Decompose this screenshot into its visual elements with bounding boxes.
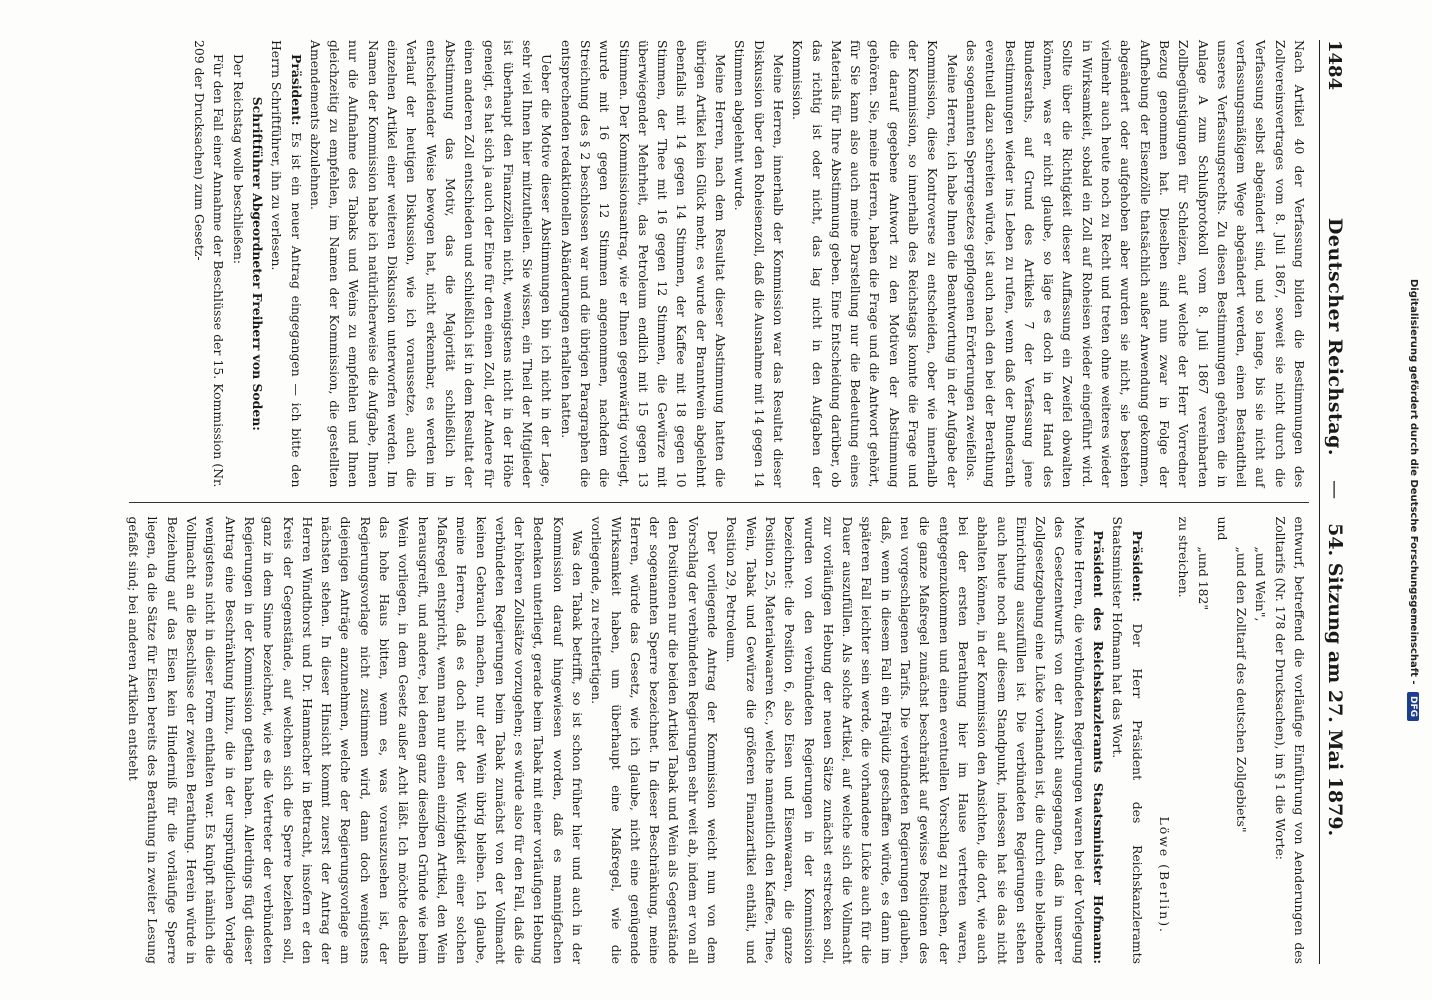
speech-text: Meine Herren, die verbündeten Regierungen waren bei der Vorlegung des Gesetzentwurfs von der Ansicht ausgegangen, daß in unserer Zollgesetzgebung eine Lücke vorhanden ist, die durch eine bleibende Einrichtung auszufüllen ist. Die verbündeten Regierungen stehen auch heute noch auf diesem Standpunkt, indessen hat sie das nicht abhalten können, in der Kommission den Ansichten, die dort, wie auch bei der ersten Berathung hier im Hause vertreten waren, entgegenzukommen und einen eventuellen Vorschlag zu machen, der die ganze Maßregel zunächst beschränkt auf gewisse Positionen des neu vorgeschlagenen Tarifs. Die verbündeten Regierungen glauben, daß, wenn in diesem Fall ein Präjudiz geschaffen würde, es dann im späteren Fall leichter sein werde, die vorhandene Lücke auch für die Dauer auszufüllen. Als solche Artikel, auf welche sich die Vollmacht zur vorläufigen Hebung der neuen Sätze zunächst erstrecken soll, wurden von den verbündeten Regierungen in der Kommission bezeichnet: die Position 6, also Eisen und Eisenwaaren, die ganze Position 25, Materialwaaren &c., welche namentlich den Kaffee, Thee, Wein, Tabak und Gewürze die größeren Finanzartikel enthält, und Position 29, Petroleum. [724, 516, 1087, 964]
credit-line [1407, 279, 1419, 721]
paragraph: Nach Artikel 40 der Verfassung bilden die Bestimmungen des Zollvereinsvertrages vom 8. Juli 1867, soweit sie nicht durch die Verfassung selbst abgeändert sind, und so lange, bis sie nicht auf verfassungsmäßigem Wege abgeändert werden, einen Bestandtheil unseres Verfassungsrechts. Zu diesen Bestimmungen gehören die in Anlage A zum Schlußprotokoll vom 8. Juli 1867 vereinbarten Zollbegünstigungen für Schleizen, auf welche der Herr Vorredner Bezug genommen hat. Dieselben sind nun zwar in Folge der Aufhebung der Eisenzölle thatsächlich außer Anwendung gekommen, abgeändert oder aufgehoben aber wurden sie nicht, sie bestehen vielmehr auch heute noch zu Recht und treten ohne weiteres wieder in Wirksamkeit, sobald ein Zoll auf Roheisen wieder eingeführt wird. Sollte über die Richtigkeit dieser Auffassung ein Zweifel obwalten können, was er nicht glaube, so läge es doch in der Hand des Bundesraths, auf Grund des Artikels 7 der Verfassung jene Bestimmungen wieder ins Leben zu rufen, wenn daß der Bundesrath eventuell dazu schreiten würde, ist auch nach den bei der Berathung des sogenannten Sperrgesetzes gepflogenen Erörterungen zweifellos. [963, 40, 1307, 488]
credit-text: Digitalisierung gefördert durch die Deutsche Forschungsgemeinschaft - [1408, 278, 1420, 685]
motion-signature: Löwe (Berlin). [1156, 816, 1172, 934]
paragraph: Ueber die Motive dieser Abstimmungen bin ich nicht in der Lage, sehr viel Ihnen hier mitzutheilen. Sie wissen, ein Theil der Mitglieder ist überhaupt den Finanzzöllen nicht, wenigstens nicht in der Höhe geneigt, es hat sich ja auch der Eine für den einen Zoll, der Andere für einen anderen Zoll entschieden und schließlich ist in dem Resultat der Abstimmung das Motiv, das die Majorität schließlich in entscheidender Weise bewogen hat, nicht erkennbar, es werden im Verlauf der heutigen Diskussion, wie ich voraussetze, auch die einzelnen Artikel einer weiteren Diskussion unterworfen werden. Im Namen der Kommission habe ich natürlicherweise die Aufgabe, Ihnen nur die Aufnahme des Tabaks und Weins zu empfehlen und Ihnen gleichzeitig zu empfehlen, im Namen der Kommission, die gestellten Amendements abzulehnen. [307, 40, 555, 488]
president-paragraph [1108, 517, 1147, 965]
paragraph: Meine Herren, innerhalb der Kommission war das Resultat dieser Diskussion über den Roheisenzoll, daß die Ausnahme mit 14 gegen 14 Stimmen abgelehnt wurde. [732, 40, 786, 488]
motion-text: Für den Fall einer Annahme der Beschlüsse der 15. Kommission (Nr. 209 der Drucksachen) zum Gesetz- [192, 40, 227, 488]
secretary-paragraph [248, 40, 267, 488]
paragraph: Meine Herren, ich habe Ihnen die Beantwortung in der Aufgabe der Kommission, diese Kontroverse zu entscheiden, ober wie innerhalb der Kommission, so innerhalb des Reichstags konnte die Frage und die darauf gegebene Antwort zu den Motiven der Abstimmung gehören. Sie, meine Herren, haben die Frage und die Antwort gehört, für Sie kann also auch meine Darstellung nur die Bedeutung eines Materials für Ihre Abstimmung geben. Eine Entscheidung darüber, ob das richtig ist oder nicht, das lag nicht in den Aufgaben der Kommission. [790, 40, 960, 488]
paragraph: Meine Herren, nach dem Resultat dieser Abstimmung hatten die übrigen Artikel kein Glück mehr, es wurde der Branntwein abgelehnt ebenfalls mit 14 gegen 14 Stimmen, der Kaffee mit 18 gegen 10 Stimmen, der Thee mit 16 gegen 12 Stimmen, die Gewürze mit überwiegender Mehrheit, das Petroleum endlich mit 15 gegen 13 Stimmen. Der Kommissionsantrag, wie er Ihnen gegenwärtig vorliegt, wurde mit 16 gegen 12 Stimmen angenommen, nachdem die Streichung des § 2 beschlossen war und die übrigen Paragraphen die entsprechenden redaktionellen Abänderungen erhalten hatten. [558, 40, 729, 488]
quoted-words: „und den Zolltarif des deutschen Zollgebiets" [1234, 546, 1250, 833]
speech-text: Der Herr Präsident des Reichskanzleramts Staatsminister Hofmann hat das Wort. [1110, 516, 1145, 964]
speaker-label: Präsident des Reichskanzleramts Staatsminister Hofmann: [1091, 530, 1107, 964]
conjunction: und [1214, 516, 1230, 541]
spacer [1147, 517, 1155, 965]
speaker-label: Schriftführer Abgeordneter Freiherr von Soden: [249, 96, 265, 431]
motion-continuation: entwurf, betreffend die vorläufige Einführung von Aenderungen des Zolltarifs (Nr. 178 der Drucksachen), im § 1 die Worte: [1272, 516, 1307, 964]
header-title-group [1324, 218, 1346, 836]
session-date: 54. Sitzung am 27. Mai 1879. [1324, 523, 1346, 837]
left-column [129, 40, 1309, 502]
speaker-paragraph [722, 517, 1108, 965]
motion-intro: Der Reichstag wolle beschließen: [230, 54, 246, 265]
header-dash: — [1324, 480, 1346, 500]
publication-title: Deutscher Reichstag. [1324, 217, 1346, 457]
speaker-label: Präsident: [1129, 530, 1145, 602]
right-column [126, 503, 1309, 965]
page-header [1319, 40, 1346, 964]
dfg-logo: DFG [1407, 692, 1419, 721]
digitization-credit [1404, 0, 1422, 1000]
president-paragraph [267, 40, 306, 488]
text-columns [126, 40, 1309, 964]
paragraph: Der vorliegende Antrag der Kommission weicht nun von dem Vorschlag der verbündeten Regierungen sehr weit ab, indem er von all den Positionen nur die beiden Artikel Tabak und Wein als Gegenstände der sogenannten Sperre bezeichnet. In dieser Beschränkung, meine Herren, würde das Gesetz, wie ich glaube, nicht eine genügende Wirksamkeit haben, um überhaupt eine Maßregel, wie die vorliegende, zu rechtfertigen. [589, 516, 721, 964]
paragraph: Was den Tabak betrifft, so ist schon früher hier und auch in der Kommission darauf hingewiesen worden, daß es mannigfachen Bedenken unterliegt, gerade beim Tabak mit einer vorläufigen Hebung der höheren Zollsätze vorzugehen; es würde also für den Fall, daß die verbündeten Regierungen beim Tabak zunächst von der Vollmacht keinen Gebrauch machen, nur der Wein übrig bleiben. Ich glaube, meine Herren, daß es doch nicht der Wichtigkeit einer solchen Maßregel entspricht, wenn man nur einen einzigen Artikel, den Wein herausgreift, und andere, bei denen ganz dieselben Gründe wie beim Wein vorliegen, in dem Gesetz außer Acht läßt. Ich möchte deshalb das hohe Haus bitten, wenn es, was vorauszusehen ist, der Regierungsvorlage nicht zustimmen wird, dann doch wenigstens diejenigen Anträge anzunehmen, welche der Regierungsvorlage am nächsten stehen. In dieser Hinsicht kommt zuerst der Antrag der Herren Windthorst und Dr. Hammacher in Betracht, insofern er den Kreis der Gegenstände, auf welchen sich die Sperre beziehen soll, ganz in dem Sinne bezeichnet, wie es die Vertreter der verbündeten Regierungen in der Kommission gethan haben. Allerdings fügt dieser Antrag eine Beschränkung hinzu, die in der ursprünglichen Vorlage wenigstens nicht in dieser Form enthalten war. Es knüpft nämlich die Vollmacht an die Beschlüsse der zweiten Berathung. Herein würde in Beziehung auf das Eisen kein Hinderniß für die vorläufige Sperre liegen, da die Sätze für Eisen bereits des Berathung in zweiter Lesung gefaßt sind; bei anderen Artikeln entsteht [126, 516, 586, 964]
page-number: 1484 [1324, 40, 1345, 91]
quoted-words: „und 182" [1195, 546, 1211, 611]
speech-text: Es ist ein neuer Antrag eingegangen — ich bitte den Herrn Schriftführer, ihn zu verlesen. [269, 40, 304, 488]
quoted-words: „und Wein", [1253, 546, 1269, 622]
speaker-label: Präsident: [288, 54, 304, 126]
motion-end: zu streichen. [1176, 516, 1192, 598]
